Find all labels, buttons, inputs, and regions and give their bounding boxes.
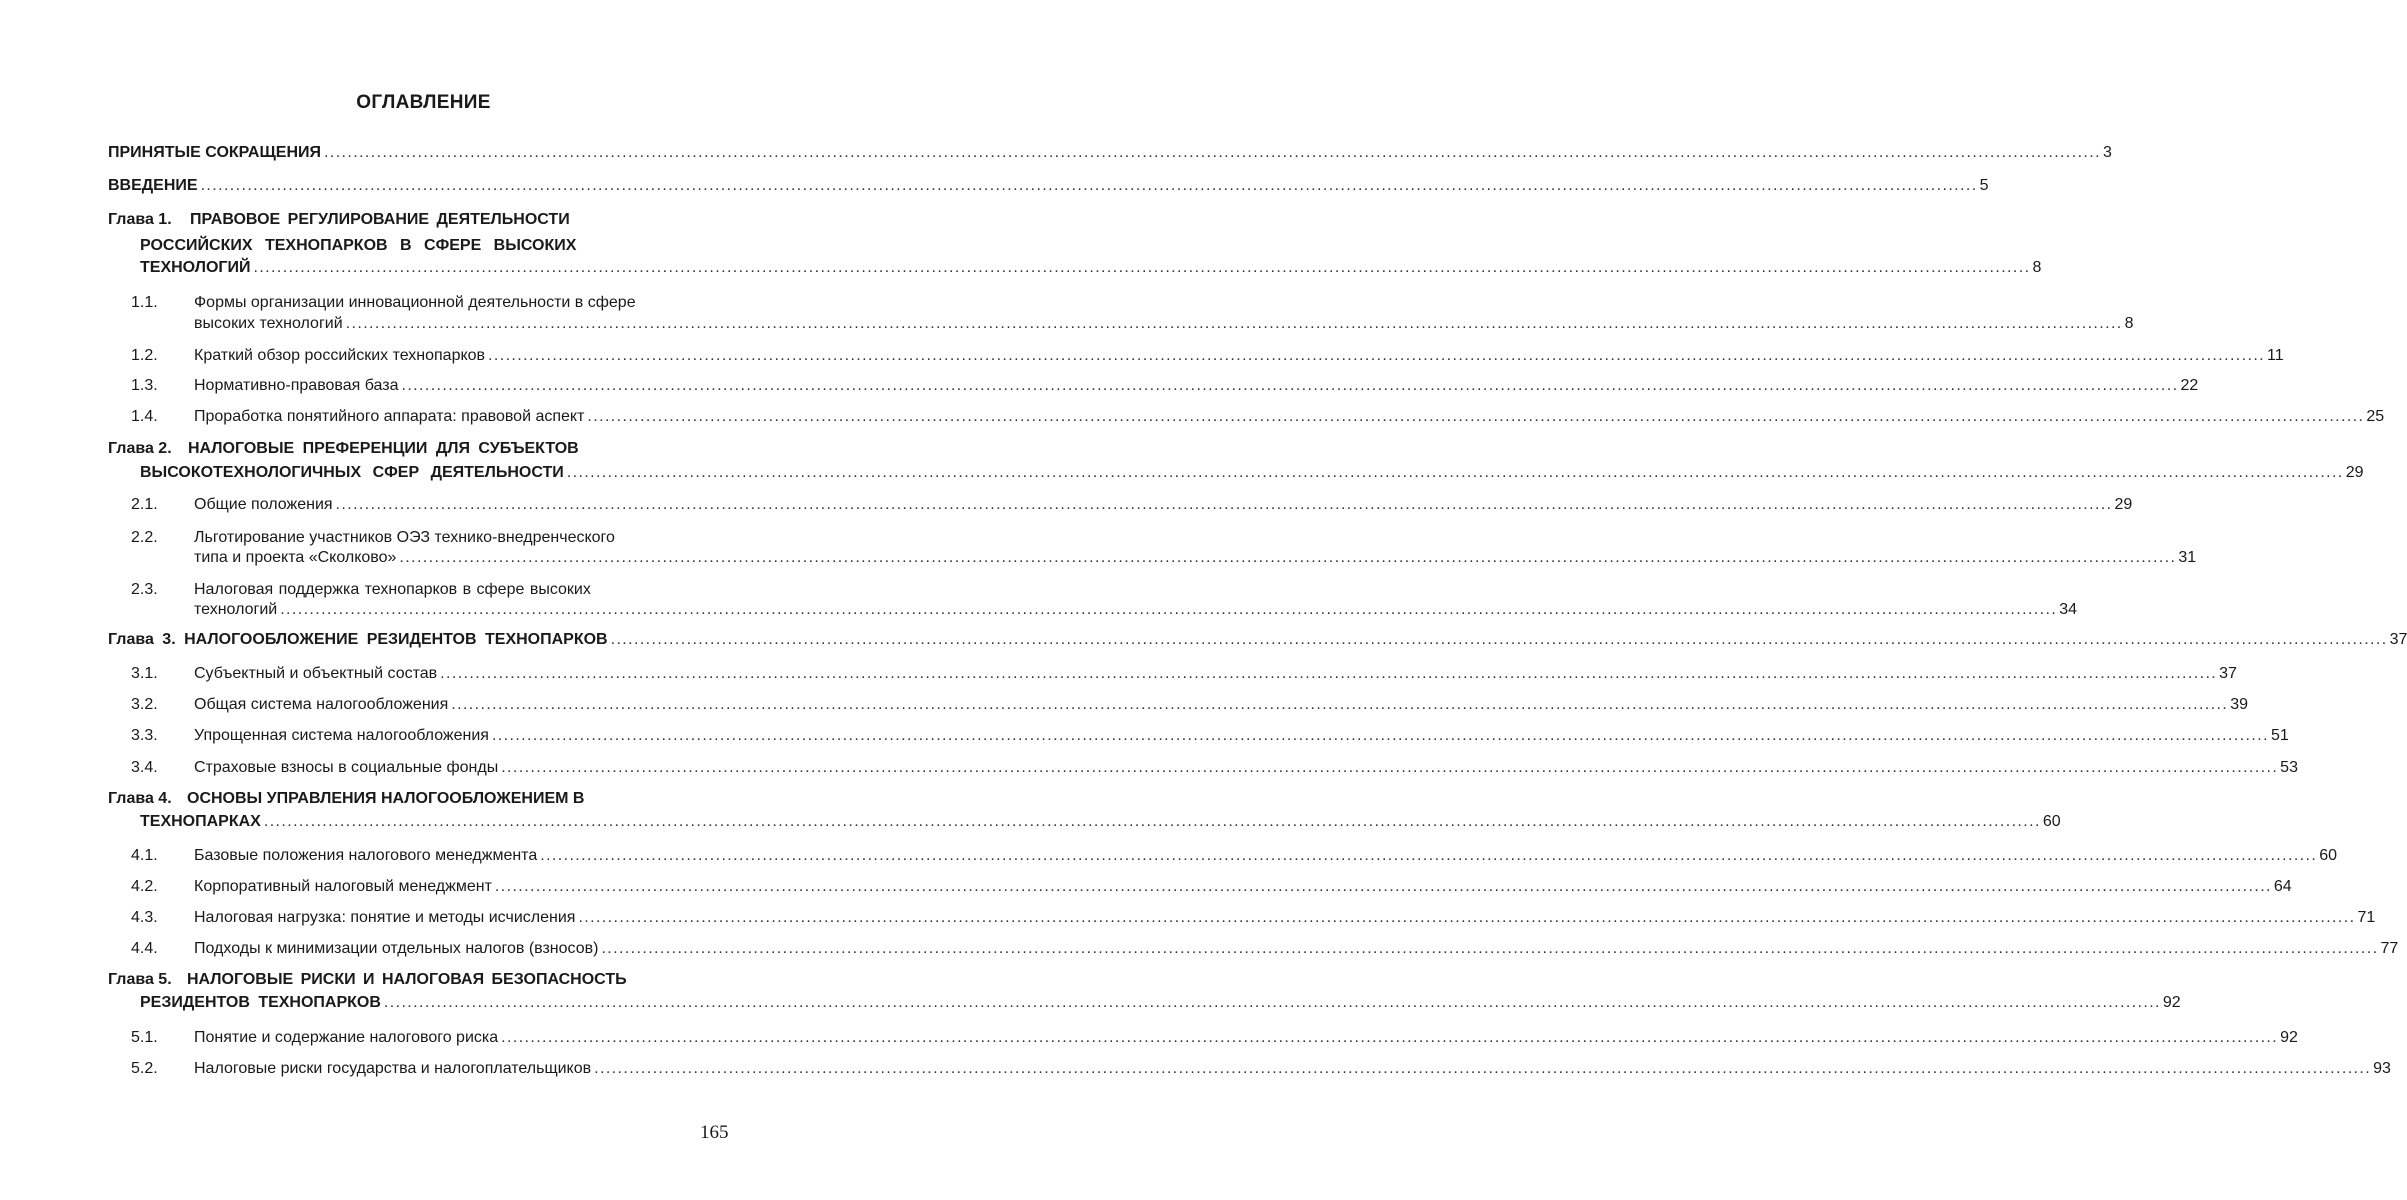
- toc-entry-text: Налоговые риски государства и налогоплательщиков: [194, 1060, 592, 1077]
- toc-page-number: 51: [2270, 727, 2289, 744]
- toc-page-number: 64: [2273, 878, 2292, 895]
- section-number: 5.2.: [131, 1060, 158, 1077]
- toc-page-number: 31: [2178, 549, 2197, 566]
- dot-leader: [492, 726, 2269, 746]
- dot-leader: [611, 630, 2388, 650]
- toc-entry-text: РЕЗИДЕНТОВ ТЕХНОПАРКОВ: [140, 994, 381, 1011]
- toc-entry-text: технологий: [194, 601, 278, 618]
- section-title-line: [194, 664, 2237, 684]
- toc-entry-text: Субъектный и объектный состав: [194, 665, 438, 682]
- dot-leader: [587, 407, 2364, 427]
- section-number: 3.3.: [131, 727, 158, 744]
- toc-entry-text: типа и проекта «Сколково»: [194, 549, 397, 566]
- section-number: 2.1.: [131, 496, 158, 513]
- chapter-title-line: ПРАВОВОЕ РЕГУЛИРОВАНИЕ ДЕЯТЕЛЬНОСТИ: [190, 211, 570, 228]
- toc-page-number: 60: [2319, 847, 2338, 864]
- section-title-line: [194, 695, 2249, 715]
- page-title: ОГЛАВЛЕНИЕ: [356, 92, 491, 113]
- chapter-title-last-line: [140, 463, 2364, 483]
- chapter-label: Глава 2.: [108, 440, 172, 457]
- section-number: 1.3.: [131, 377, 158, 394]
- dot-leader: [567, 463, 2344, 483]
- chapter-title-line: НАЛОГОВЫЕ РИСКИ И НАЛОГОВАЯ БЕЗОПАСНОСТЬ: [187, 971, 627, 988]
- section-number: 1.4.: [131, 408, 158, 425]
- section-title-line: [194, 1059, 2391, 1079]
- dot-leader: [540, 846, 2317, 866]
- toc-page-number: 92: [2280, 1029, 2298, 1046]
- toc-page-number: 77: [2380, 940, 2399, 957]
- toc-page-number: 3: [2102, 144, 2112, 161]
- section-number: 5.1.: [131, 1029, 158, 1046]
- chapter-label: Глава 5.: [108, 971, 172, 988]
- dot-leader: [451, 695, 2228, 715]
- toc-entry-text: Проработка понятийного аппарата: правовой аспект: [194, 408, 585, 425]
- section-title-last-line: [194, 548, 2197, 568]
- dot-leader: [280, 600, 2057, 620]
- toc-entry-text: Налоговая нагрузка: понятие и методы исчисления: [194, 909, 576, 926]
- dot-leader: [336, 495, 2113, 515]
- chapter-title-last-line: [140, 258, 2042, 278]
- section-title-last-line: [194, 600, 2077, 620]
- toc-entry-text: ТЕХНОПАРКАХ: [140, 813, 261, 830]
- page-number: 165: [700, 1122, 729, 1143]
- section-title-line: [194, 908, 2376, 928]
- dot-leader: [495, 877, 2272, 897]
- toc-page-number: 53: [2280, 759, 2298, 776]
- section-number: 1.1.: [131, 294, 158, 311]
- section-title-line: [194, 726, 2289, 746]
- toc-page-number: 8: [2124, 315, 2134, 332]
- section-number: 2.2.: [131, 529, 158, 546]
- chapter-title-line: ОСНОВЫ УПРАВЛЕНИЯ НАЛОГООБЛОЖЕНИЕМ В: [187, 790, 585, 807]
- toc-page-number: 39: [2230, 696, 2249, 713]
- dot-leader: [501, 758, 2278, 778]
- section-title-line: [194, 407, 2385, 427]
- toc-entry-text: высоких технологий: [194, 315, 343, 332]
- toc-entry-text: ВЫСОКОТЕХНОЛОГИЧНЫХ СФЕР ДЕЯТЕЛЬНОСТИ: [140, 464, 564, 481]
- section-title-line: [194, 346, 2284, 366]
- chapter-label: Глава 1.: [108, 211, 172, 228]
- toc-page-number: 22: [2180, 377, 2199, 394]
- toc-entry-abbreviations[interactable]: [108, 143, 2112, 163]
- dot-leader: [488, 346, 2265, 366]
- toc-entry-text: Подходы к минимизации отдельных налогов (взносов): [194, 940, 599, 957]
- toc-page-number: 92: [2162, 994, 2181, 1011]
- section-title-line: [194, 495, 2133, 515]
- section-number: 3.4.: [131, 759, 158, 776]
- dot-leader: [264, 812, 2041, 832]
- toc-chapter-3[interactable]: [108, 630, 2407, 650]
- dot-leader: [501, 1028, 2278, 1048]
- section-number: 1.2.: [131, 347, 158, 364]
- toc-page-number: 25: [2366, 408, 2385, 425]
- section-title-line: [194, 1028, 2298, 1048]
- section-title-line: [194, 846, 2338, 866]
- toc-entry-text: Страховые взносы в социальные фонды: [194, 759, 499, 776]
- section-number: 3.2.: [131, 696, 158, 713]
- dot-leader: [440, 664, 2217, 684]
- toc-page-number: 93: [2373, 1060, 2391, 1077]
- section-number: 4.4.: [131, 940, 158, 957]
- toc-page-number: 34: [2059, 601, 2077, 618]
- dot-leader: [201, 176, 1978, 196]
- toc-entry-text: ТЕХНОЛОГИЙ: [140, 259, 251, 276]
- toc-page-number: 29: [2345, 464, 2364, 481]
- dot-leader: [346, 314, 2123, 334]
- toc-entry-text: Базовые положения налогового менеджмента: [194, 847, 538, 864]
- section-title-line: [194, 939, 2399, 959]
- dot-leader: [401, 376, 2178, 396]
- toc-page-number: 11: [2267, 347, 2284, 364]
- dot-leader: [324, 143, 2101, 163]
- chapter-title-line: НАЛОГОВЫЕ ПРЕФЕРЕНЦИИ ДЛЯ СУБЪЕКТОВ: [188, 440, 579, 457]
- section-title-line: Льготирование участников ОЭЗ технико-внедренческого: [194, 529, 615, 546]
- toc-page-number: 71: [2357, 909, 2376, 926]
- toc-page-number: 29: [2114, 496, 2133, 513]
- dot-leader: [384, 993, 2161, 1013]
- toc-entry-text: Нормативно-правовая база: [194, 377, 399, 394]
- chapter-title-last-line: [140, 993, 2181, 1013]
- dot-leader: [578, 908, 2355, 928]
- chapter-label: Глава 4.: [108, 790, 172, 807]
- section-title-line: [194, 376, 2199, 396]
- toc-page-number: 60: [2042, 813, 2061, 830]
- chapter-title-line: РОССИЙСКИХ ТЕХНОПАРКОВ В СФЕРЕ ВЫСОКИХ: [140, 237, 577, 254]
- toc-entry-text: Общая система налогообложения: [194, 696, 449, 713]
- section-number: 4.2.: [131, 878, 158, 895]
- chapter-title-last-line: [140, 812, 2061, 832]
- toc-entry-text: Корпоративный налоговый менеджмент: [194, 878, 492, 895]
- section-title-line: [194, 877, 2292, 897]
- toc-entry-text: Краткий обзор российских технопарков: [194, 347, 486, 364]
- dot-leader: [399, 548, 2176, 568]
- toc-entry-text: ПРИНЯТЫЕ СОКРАЩЕНИЯ: [108, 144, 321, 161]
- section-number: 4.1.: [131, 847, 158, 864]
- section-number: 2.3.: [131, 581, 158, 598]
- section-title-line: Формы организации инновационной деятельности в сфере: [194, 294, 636, 311]
- toc-entry-text: ВВЕДЕНИЕ: [108, 177, 198, 194]
- toc-entry-text: Глава 3. НАЛОГООБЛОЖЕНИЕ РЕЗИДЕНТОВ ТЕХНОПАРКОВ: [108, 631, 608, 648]
- toc-entry-introduction[interactable]: [108, 176, 1989, 196]
- dot-leader: [253, 258, 2030, 278]
- toc-entry-text: Упрощенная система налогообложения: [194, 727, 489, 744]
- toc-entry-text: Понятие и содержание налогового риска: [194, 1029, 499, 1046]
- dot-leader: [601, 939, 2378, 959]
- toc-entry-text: Общие положения: [194, 496, 333, 513]
- dot-leader: [594, 1059, 2371, 1079]
- toc-page-number: 37: [2219, 665, 2237, 682]
- section-title-last-line: [194, 314, 2134, 334]
- toc-page-number: 8: [2032, 259, 2042, 276]
- section-title-line: Налоговая поддержка технопарков в сфере высоких: [194, 581, 591, 598]
- section-number: 4.3.: [131, 909, 158, 926]
- toc-page-number: 5: [1979, 177, 1989, 194]
- section-title-line: [194, 758, 2298, 778]
- toc-page-number: 37: [2389, 631, 2407, 648]
- section-number: 3.1.: [131, 665, 158, 682]
